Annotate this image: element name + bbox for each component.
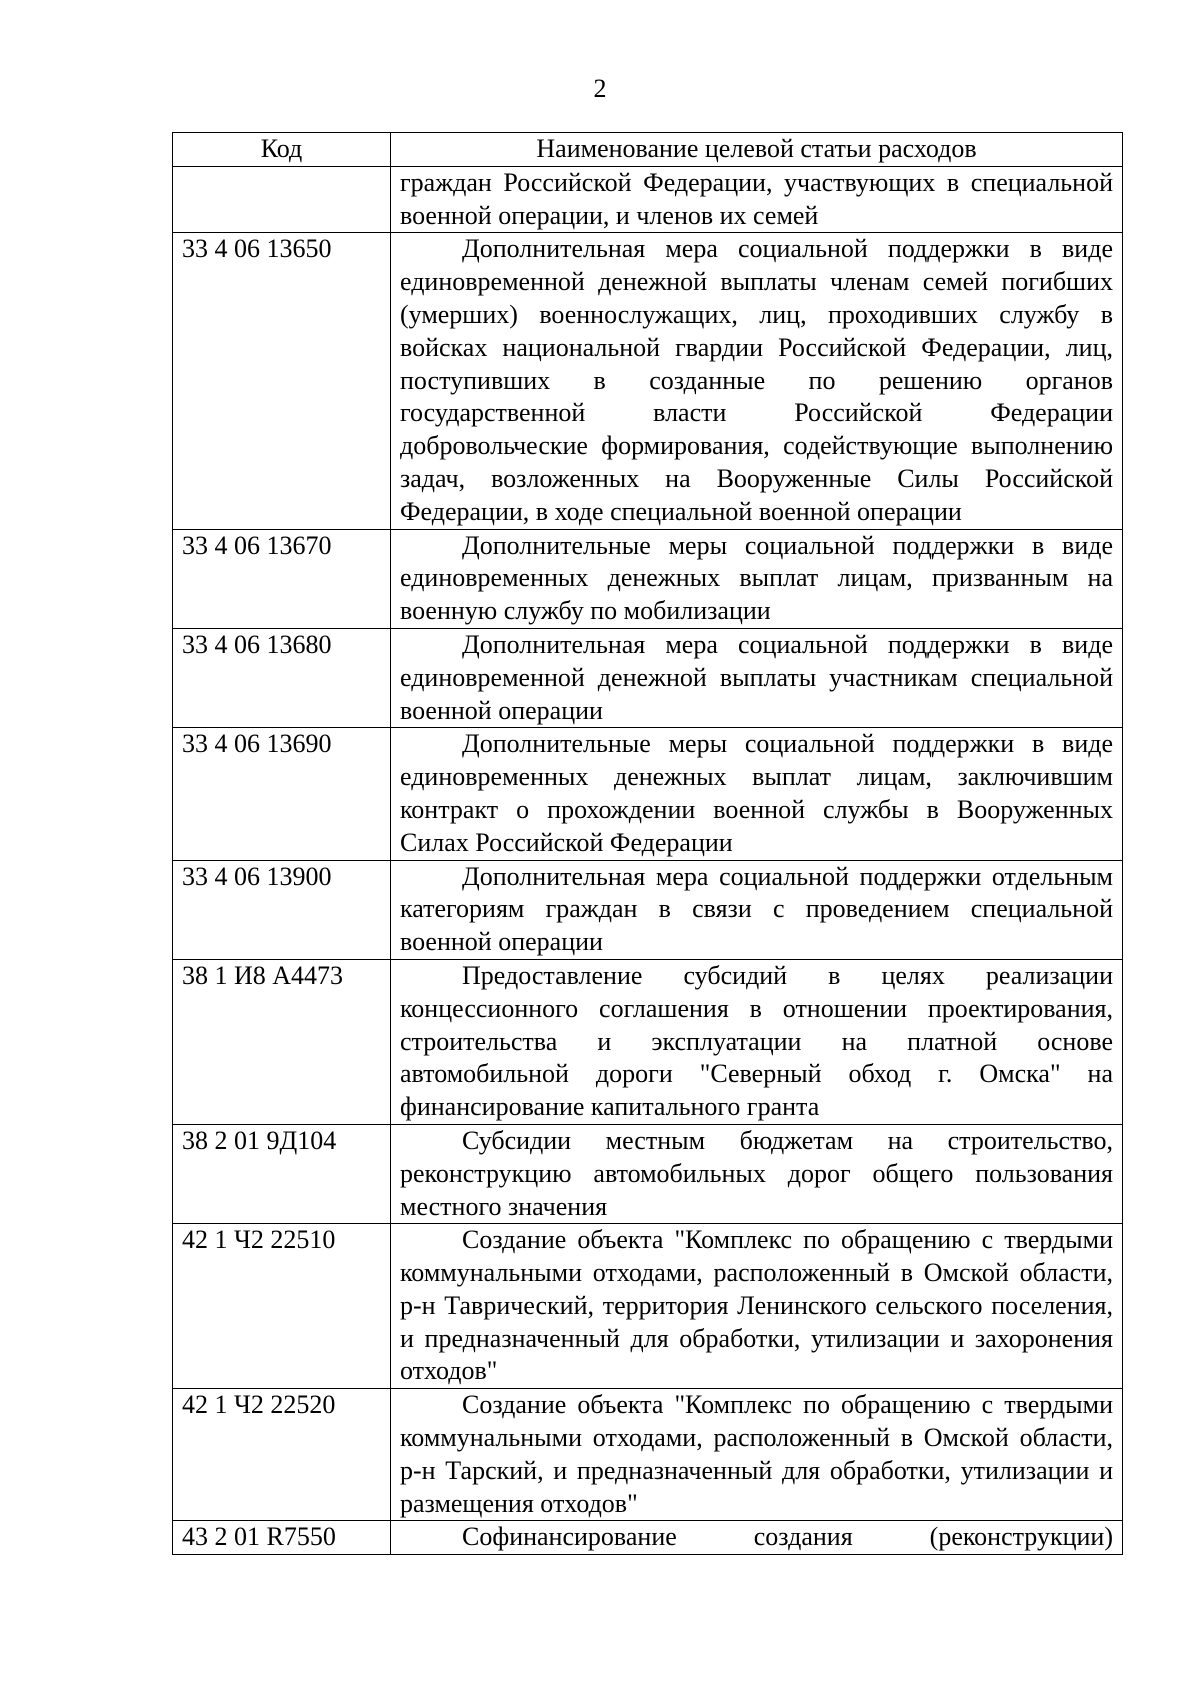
row-name: Субсидии местным бюджетам на строительство, реконструкцию автомобильных дорог общего пользования местного значения	[391, 1124, 1123, 1223]
row-code: 33 4 06 13690	[173, 728, 391, 860]
row-name: Предоставление субсидий в целях реализации концессионного соглашения в отношении проектирования, строительства и эксплуатации на платной основе автомобильной дороги "Северный обход г. Омска" на финансирование капитального гранта	[391, 959, 1123, 1124]
row-name: Дополнительные меры социальной поддержки в виде единовременных денежных выплат лицам, заключившим контракт о прохождении военной службы в Вооруженных Силах Российской Федерации	[391, 728, 1123, 860]
row-code: 42 1 Ч2 22510	[173, 1224, 391, 1389]
row-code: 43 2 01 R7550	[173, 1521, 391, 1555]
row-code: 38 2 01 9Д104	[173, 1124, 391, 1223]
table-row	[173, 728, 1123, 860]
page-number: 2	[593, 74, 607, 103]
row-code: 42 1 Ч2 22520	[173, 1389, 391, 1521]
row-code: 38 1 И8 А4473	[173, 959, 391, 1124]
table-row	[173, 959, 1123, 1124]
table-row	[173, 1389, 1123, 1521]
row-name: граждан Российской Федерации, участвующих в специальной военной операции, и членов их семей	[391, 166, 1123, 233]
table-row	[173, 628, 1123, 727]
row-code	[173, 166, 391, 233]
row-code: 33 4 06 13670	[173, 529, 391, 628]
row-name: Дополнительная мера социальной поддержки отдельным категориям граждан в связи с проведением специальной военной операции	[391, 860, 1123, 959]
expenditure-items-table	[172, 132, 1123, 1555]
row-name: Создание объекта "Комплекс по обращению с твердыми коммунальными отходами, расположенный в Омской области, р-н Тарский, и предназначенный для обработки, утилизации и размещения отходов"	[391, 1389, 1123, 1521]
row-code: 33 4 06 13680	[173, 628, 391, 727]
row-name: Дополнительные меры социальной поддержки в виде единовременных денежных выплат лицам, призванным на военную службу по мобилизации	[391, 529, 1123, 628]
table-row	[173, 233, 1123, 529]
table-row	[173, 166, 1123, 233]
column-header-code: Код	[173, 133, 391, 167]
row-name: Создание объекта "Комплекс по обращению с твердыми коммунальными отходами, расположенный в Омской области, р-н Таврический, территория Ленинского сельского поселения, и предназначенный для обработки, утилизации и захоронения отходов"	[391, 1224, 1123, 1389]
row-name: Софинансирование создания (реконструкции)	[391, 1521, 1123, 1555]
row-code: 33 4 06 13650	[173, 233, 391, 529]
row-name: Дополнительная мера социальной поддержки в виде единовременной денежной выплаты членам семей погибших (умерших) военнослужащих, лиц, проходивших службу в войсках национальной гвардии Российской Федерации, лиц, поступивших в созданные по решению органов государственной власти Российской Федерации добровольческие формирования, содействующие выполнению задач, возложенных на Вооруженные Силы Российской Федерации, в ходе специальной военной операции	[391, 233, 1123, 529]
table-row	[173, 1124, 1123, 1223]
table-row	[173, 1521, 1123, 1555]
table-row	[173, 860, 1123, 959]
row-code: 33 4 06 13900	[173, 860, 391, 959]
row-name: Дополнительная мера социальной поддержки в виде единовременной денежной выплаты участникам специальной военной операции	[391, 628, 1123, 727]
table-header-row	[173, 133, 1123, 167]
column-header-name: Наименование целевой статьи расходов	[391, 133, 1123, 167]
table-row	[173, 529, 1123, 628]
table-row	[173, 1224, 1123, 1389]
